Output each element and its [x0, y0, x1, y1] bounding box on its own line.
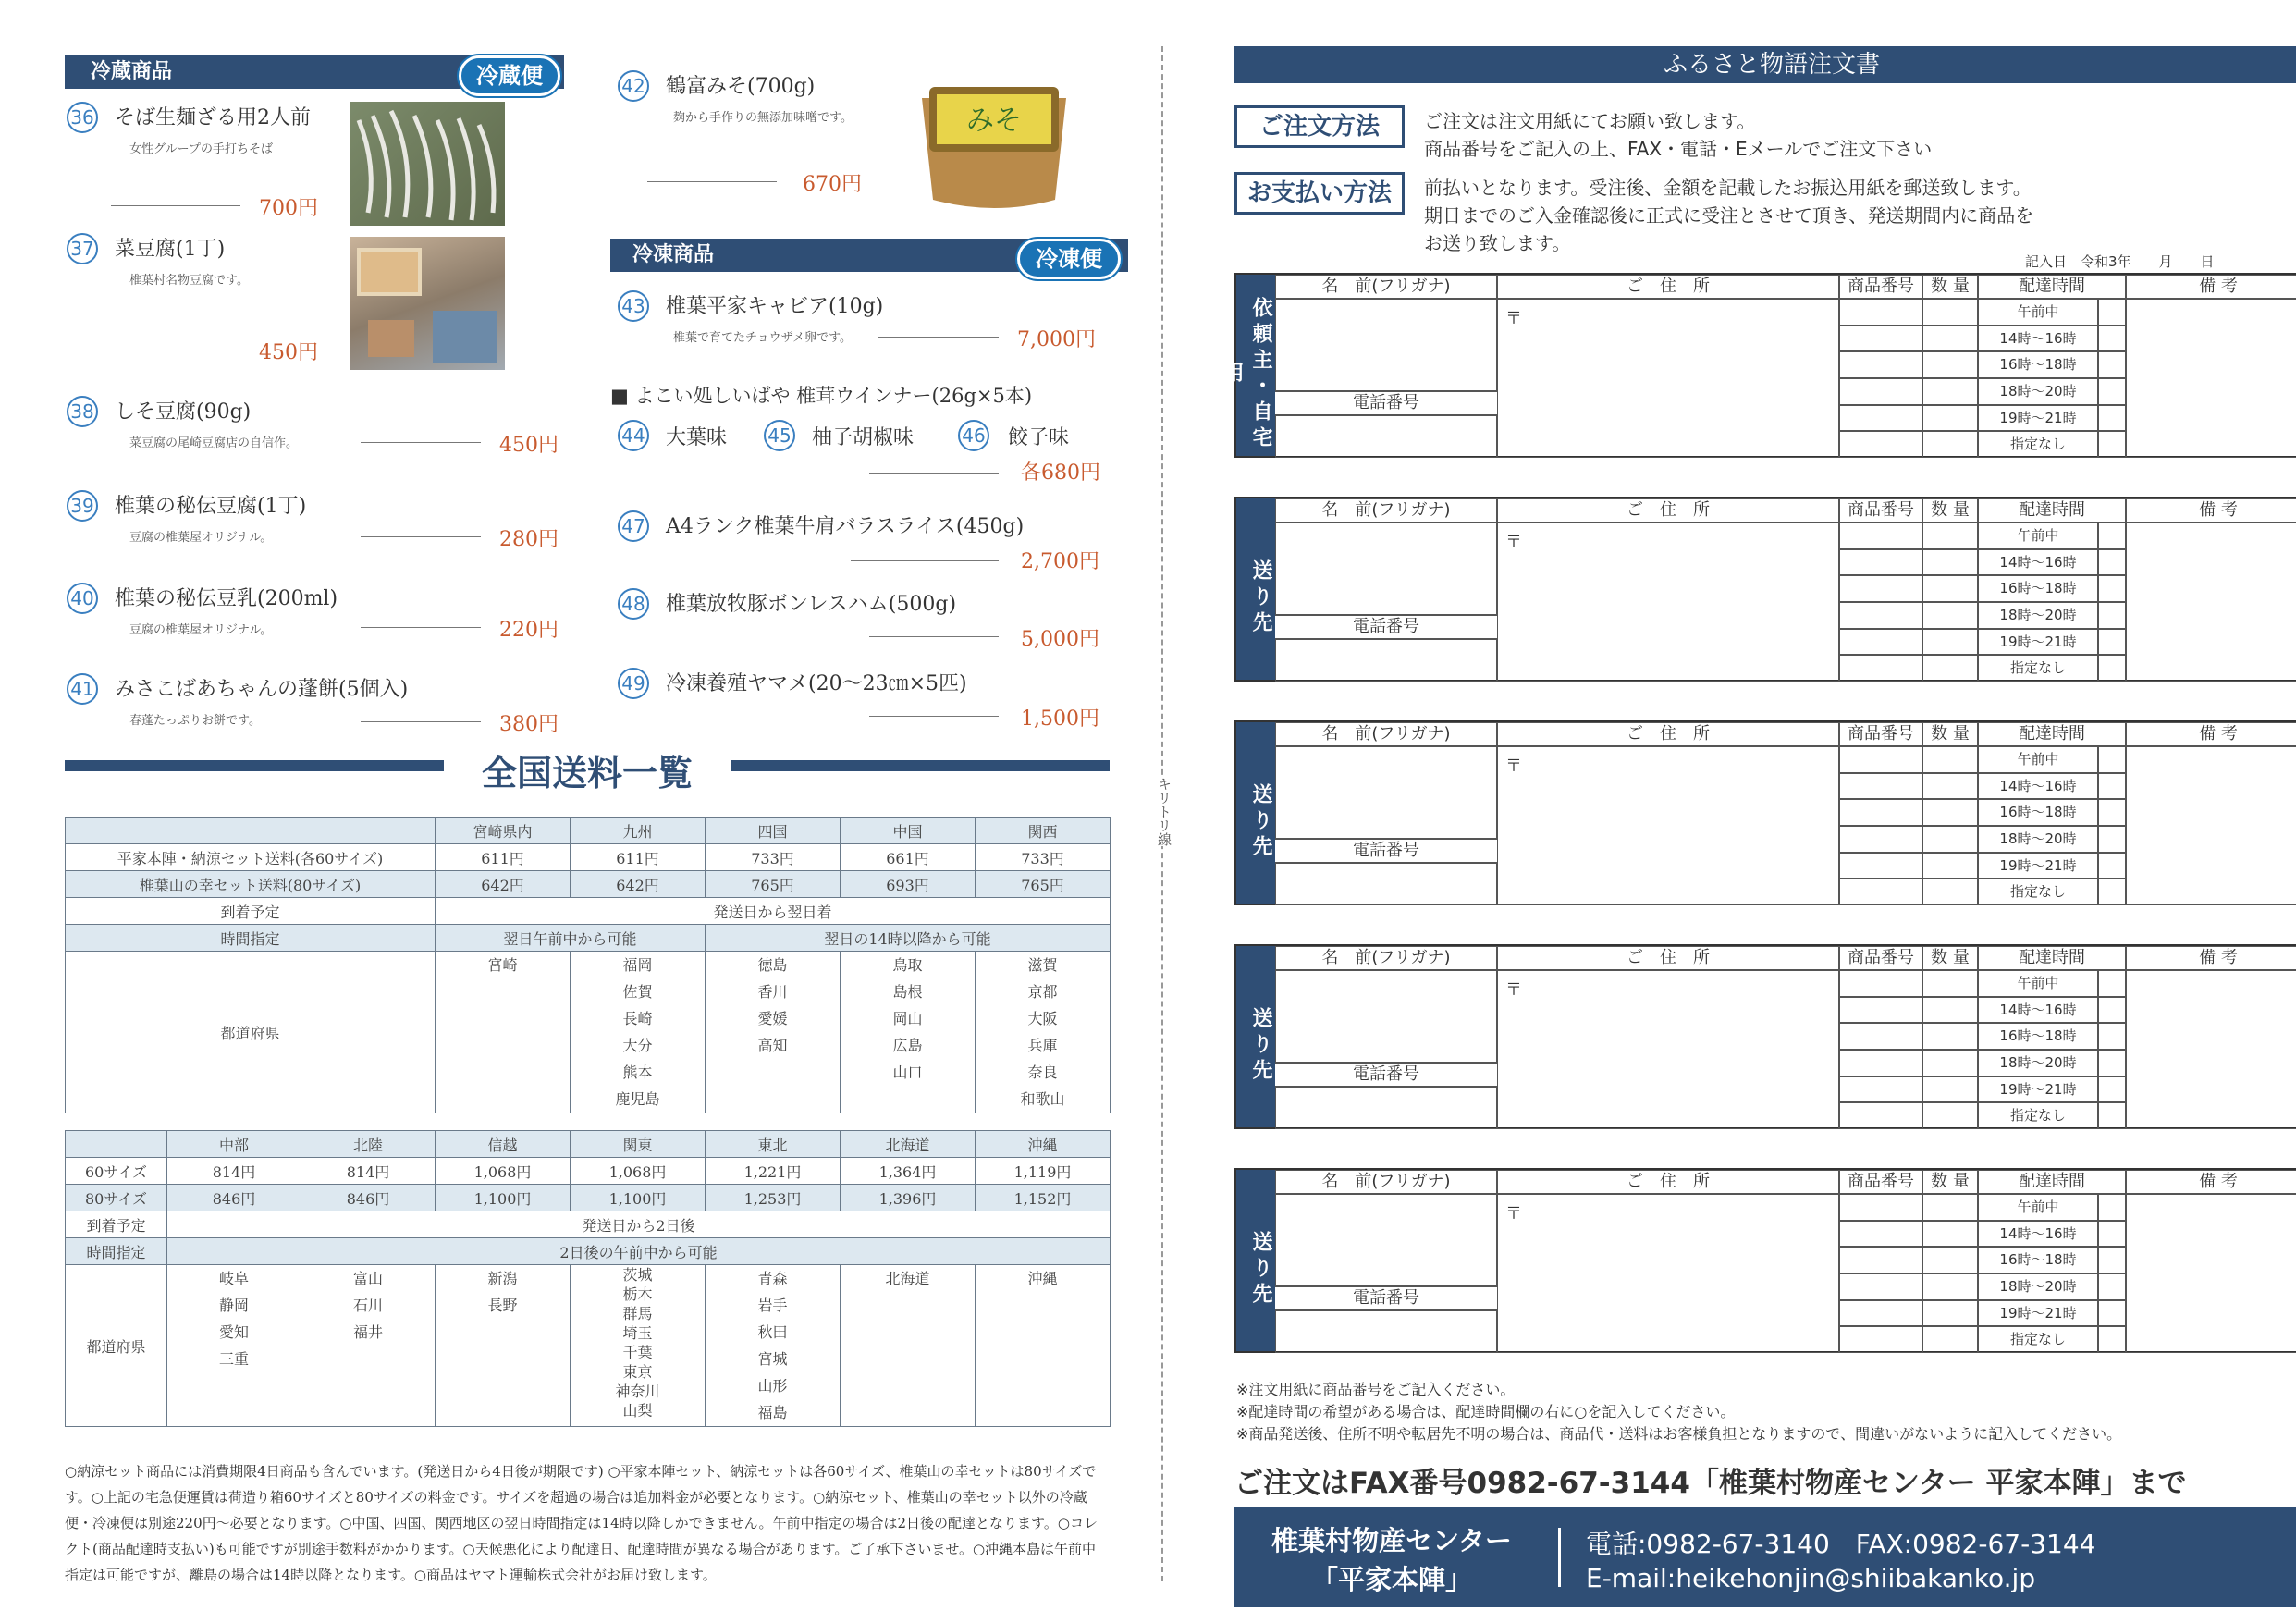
- shipping-title-rule-left: [65, 760, 444, 771]
- time-check-field[interactable]: [2098, 1076, 2126, 1103]
- item-number-field[interactable]: [1839, 326, 1922, 352]
- header-quantity: 数 量: [1922, 946, 1978, 970]
- product-number: 47: [618, 510, 649, 542]
- product-name: 椎葉の秘伝豆乳(200ml): [115, 587, 338, 610]
- phone-field[interactable]: [1275, 1310, 1497, 1353]
- product-name: そば生麺ざる用2人前: [115, 106, 311, 129]
- time-check-field[interactable]: [2098, 405, 2126, 432]
- item-number-field[interactable]: [1839, 997, 1922, 1024]
- delivery-time-option[interactable]: 午前中: [1978, 746, 2098, 773]
- quantity-field[interactable]: [1922, 629, 1978, 656]
- header-notes: 備 考: [2126, 722, 2296, 746]
- price-leader: [361, 721, 481, 722]
- time-check-field[interactable]: [2098, 602, 2126, 629]
- quantity-field[interactable]: [1922, 575, 1978, 602]
- delivery-time-option[interactable]: 指定なし: [1978, 1326, 2098, 1353]
- delivery-time-option[interactable]: 19時～21時: [1978, 629, 2098, 656]
- product-name: 冷凍養殖ヤマメ(20～23㎝×5匹): [666, 672, 967, 695]
- address-field[interactable]: [1497, 299, 1839, 458]
- footer-divider: [1558, 1528, 1561, 1587]
- product-name: みさこばあちゃんの蓬餅(5個入): [115, 678, 409, 701]
- header-item-number: 商品番号: [1839, 722, 1922, 746]
- product-desc: 椎葉で育てたチョウザメ卵です。: [673, 331, 853, 345]
- header-notes: 備 考: [2126, 1170, 2296, 1194]
- shipping-title-rule-right: [731, 760, 1110, 771]
- header-address: ご 住 所: [1497, 722, 1839, 746]
- footer-contact: [1234, 1507, 2296, 1607]
- product-desc: 菜豆腐の尾崎豆腐店の自信作。: [129, 436, 299, 450]
- fax-order-line: ご注文はFAX番号0982-67-3144「椎葉村物産センター 平家本陣」まで: [1234, 1467, 2187, 1500]
- refrigerated-tag: 冷蔵便: [459, 55, 560, 96]
- product-name: 大葉味: [666, 426, 728, 449]
- time-check-field[interactable]: [2098, 629, 2126, 656]
- phone-field[interactable]: [1275, 415, 1497, 458]
- payment-method-label: お支払い方法: [1234, 172, 1405, 215]
- item-number-field[interactable]: [1839, 1300, 1922, 1327]
- header-name: 名 前(フリガナ): [1275, 498, 1497, 523]
- item-number-field[interactable]: [1839, 773, 1922, 800]
- product-number: 40: [67, 583, 98, 614]
- name-field[interactable]: [1275, 299, 1497, 391]
- product-number: 42: [618, 70, 649, 102]
- phone-label: 電話番号: [1275, 1063, 1497, 1087]
- header-delivery-time: 配達時間: [1978, 722, 2126, 746]
- delivery-time-option[interactable]: 指定なし: [1978, 1102, 2098, 1129]
- product-number: 45: [764, 420, 795, 451]
- time-check-field[interactable]: [2098, 1050, 2126, 1076]
- product-number: 37: [67, 233, 98, 264]
- price-leader: [869, 716, 999, 717]
- phone-field[interactable]: [1275, 639, 1497, 682]
- form-side-label: 送り先: [1236, 722, 1275, 904]
- delivery-time-option[interactable]: 18時～20時: [1978, 1050, 2098, 1076]
- quantity-field[interactable]: [1922, 879, 1978, 905]
- delivery-time-option[interactable]: 14時～16時: [1978, 997, 2098, 1024]
- notes-field[interactable]: [2126, 299, 2296, 458]
- product-desc: 春蓬たっぷりお餅です。: [129, 714, 261, 728]
- header-delivery-time: 配達時間: [1978, 498, 2126, 523]
- time-check-field[interactable]: [2098, 1023, 2126, 1050]
- item-number-field[interactable]: [1839, 549, 1922, 576]
- delivery-time-option[interactable]: 14時～16時: [1978, 1221, 2098, 1248]
- product-number: 36: [67, 102, 98, 133]
- header-delivery-time: 配達時間: [1978, 275, 2126, 299]
- product-number: 41: [67, 673, 98, 705]
- item-number-field[interactable]: [1839, 1102, 1922, 1129]
- form-side-label: 送り先: [1236, 1170, 1275, 1351]
- postal-mark: 〒: [1505, 309, 1522, 328]
- product-name: A4ランク椎葉牛肩バラスライス(450g): [666, 515, 1025, 538]
- postal-mark: 〒: [1505, 980, 1522, 1000]
- header-name: 名 前(フリガナ): [1275, 722, 1497, 746]
- wiener-title: ■ よこい処しいばや 椎茸ウインナー(26g×5本): [610, 385, 1033, 407]
- quantity-field[interactable]: [1922, 351, 1978, 378]
- order-form-block: [1234, 720, 2296, 905]
- delivery-time-option[interactable]: 16時～18時: [1978, 1023, 2098, 1050]
- name-field[interactable]: [1275, 746, 1497, 839]
- quantity-field[interactable]: [1922, 826, 1978, 853]
- time-check-field[interactable]: [2098, 970, 2126, 997]
- order-form-block: [1234, 1168, 2296, 1353]
- quantity-field[interactable]: [1922, 378, 1978, 405]
- footnote-2: ※配達時間の希望がある場合は、配達時間欄の右に○を記入してください。: [1236, 1403, 1736, 1420]
- product-name: 鶴富みそ(700g): [666, 75, 816, 98]
- delivery-time-option[interactable]: 19時～21時: [1978, 1076, 2098, 1103]
- quantity-field[interactable]: [1922, 1023, 1978, 1050]
- quantity-field[interactable]: [1922, 746, 1978, 773]
- quantity-field[interactable]: [1922, 853, 1978, 879]
- time-check-field[interactable]: [2098, 655, 2126, 682]
- header-delivery-time: 配達時間: [1978, 1170, 2126, 1194]
- delivery-time-option[interactable]: 16時～18時: [1978, 1247, 2098, 1273]
- quantity-field[interactable]: [1922, 773, 1978, 800]
- delivery-time-option[interactable]: 18時～20時: [1978, 826, 2098, 853]
- postal-mark: 〒: [1505, 756, 1522, 776]
- product-price: 450円: [259, 341, 318, 364]
- product-price: 220円: [499, 619, 559, 642]
- cut-line-label: キリトリ線: [1150, 777, 1174, 846]
- price-leader: [361, 442, 481, 443]
- footnote-3: ※商品発送後、住所不明や転居先不明の場合は、商品代・送料はお客様負担となりますので、間違いがないように記入してください。: [1236, 1425, 2122, 1443]
- time-check-field[interactable]: [2098, 997, 2126, 1024]
- name-field[interactable]: [1275, 523, 1497, 615]
- header-name: 名 前(フリガナ): [1275, 275, 1497, 299]
- delivery-time-option[interactable]: 指定なし: [1978, 431, 2098, 458]
- time-check-field[interactable]: [2098, 549, 2126, 576]
- product-name: 椎葉の秘伝豆腐(1丁): [115, 495, 307, 518]
- item-number-field[interactable]: [1839, 431, 1922, 458]
- product-name: 柚子胡椒味: [812, 426, 915, 449]
- product-price: 5,000円: [1021, 628, 1099, 651]
- price-leader: [878, 337, 999, 338]
- product-price: 2,700円: [1021, 550, 1099, 573]
- tofu-photo: [350, 237, 505, 370]
- frozen-tag: 冷凍便: [1017, 239, 1121, 279]
- time-check-field[interactable]: [2098, 378, 2126, 405]
- item-number-field[interactable]: [1839, 1273, 1922, 1300]
- product-desc: 豆腐の椎葉屋オリジナル。: [129, 531, 273, 545]
- quantity-field[interactable]: [1922, 602, 1978, 629]
- item-number-field[interactable]: [1839, 853, 1922, 879]
- table-row: 60サイズ 814円 814円 1,068円 1,068円 1,221円 1,364円 1,119円: [66, 1158, 1111, 1185]
- shipping-table-east: 中部 北陸 信越 関東 東北 北海道 沖縄 60サイズ 814円 814円 1,068円 1,068円 1,221円 1,364円 1,119円 80サイズ 846円 846円 1,100円 1,100円 1,253円 1,396円 1,152円 到着予定 発送日から2日後 時間指定 2日後の午前中から可能 都道府県 岐阜 静岡 愛知 三重 富山 石川 福井 新潟 長野 茨城 栃木 群馬 埼玉 千葉 東京 神奈川 山梨 青森 岩手 秋田 宮城 山形 福島 北海道 沖縄: [65, 1130, 1111, 1427]
- time-check-field[interactable]: [2098, 1273, 2126, 1300]
- item-number-field[interactable]: [1839, 970, 1922, 997]
- notes-field[interactable]: [2126, 1194, 2296, 1353]
- price-leader: [869, 473, 999, 474]
- address-field[interactable]: [1497, 746, 1839, 905]
- order-form-block: [1221, 273, 2296, 458]
- product-price: 450円: [499, 434, 559, 457]
- quantity-field[interactable]: [1922, 1102, 1978, 1129]
- product-price: 280円: [499, 528, 559, 551]
- item-number-field[interactable]: [1839, 746, 1922, 773]
- item-number-field[interactable]: [1839, 1194, 1922, 1221]
- delivery-time-option[interactable]: 午前中: [1978, 970, 2098, 997]
- product-price: 7,000円: [1017, 328, 1096, 351]
- quantity-field[interactable]: [1922, 997, 1978, 1024]
- time-check-field[interactable]: [2098, 773, 2126, 800]
- quantity-field[interactable]: [1922, 1076, 1978, 1103]
- phone-label: 電話番号: [1275, 391, 1497, 415]
- order-method-text2: 商品番号をご記入の上、FAX・電話・Eメールでご注文下さい: [1424, 138, 1933, 160]
- item-number-field[interactable]: [1839, 879, 1922, 905]
- quantity-field[interactable]: [1922, 299, 1978, 326]
- item-number-field[interactable]: [1839, 629, 1922, 656]
- header-address: ご 住 所: [1497, 275, 1839, 299]
- order-title: ふるさと物語注文書: [1234, 46, 2296, 83]
- delivery-time-option[interactable]: 午前中: [1978, 299, 2098, 326]
- header-item-number: 商品番号: [1839, 946, 1922, 970]
- quantity-field[interactable]: [1922, 1273, 1978, 1300]
- quantity-field[interactable]: [1922, 523, 1978, 549]
- shipping-table-west: 宮崎県内 九州 四国 中国 関西 平家本陣・納涼セット送料(各60サイズ) 611円 611円 733円 661円 733円 椎葉山の幸セット送料(80サイズ) 642円 642円 765円 693円 765円 到着予定 発送日から翌日着 時間指定 翌日午前中から可能 翌日の14時以降から可能 都道府県 宮崎 福岡 佐賀 長崎 大分 熊本 鹿児島 徳島 香川 愛媛 高知 鳥取 島根 岡山 広島 山口 滋賀 京都 大阪 兵庫 奈良 和歌山: [65, 817, 1111, 1113]
- header-quantity: 数 量: [1922, 722, 1978, 746]
- delivery-time-option[interactable]: 19時～21時: [1978, 853, 2098, 879]
- delivery-time-option[interactable]: 午前中: [1978, 1194, 2098, 1221]
- product-name: 椎葉平家キャビア(10g): [666, 295, 884, 318]
- quantity-field[interactable]: [1922, 1300, 1978, 1327]
- header-address: ご 住 所: [1497, 498, 1839, 523]
- header-quantity: 数 量: [1922, 1170, 1978, 1194]
- delivery-time-option[interactable]: 19時～21時: [1978, 405, 2098, 432]
- quantity-field[interactable]: [1922, 799, 1978, 826]
- delivery-time-option[interactable]: 午前中: [1978, 523, 2098, 549]
- org-subname: 「平家本陣」: [1310, 1564, 1472, 1595]
- delivery-time-option[interactable]: 18時～20時: [1978, 602, 2098, 629]
- phone-label: 電話番号: [1275, 1286, 1497, 1310]
- address-field[interactable]: [1497, 970, 1839, 1129]
- miso-label: みそ: [966, 105, 1022, 137]
- payment-text1: 前払いとなります。受注後、金額を記載したお振込用紙を郵送致します。: [1424, 177, 2032, 199]
- table-row: 椎葉山の幸セット送料(80サイズ) 642円 642円 765円 693円 765円: [66, 871, 1111, 898]
- price-leader: [647, 181, 777, 182]
- delivery-time-option[interactable]: 18時～20時: [1978, 1273, 2098, 1300]
- delivery-time-option[interactable]: 18時～20時: [1978, 378, 2098, 405]
- item-number-field[interactable]: [1839, 378, 1922, 405]
- product-price: 670円: [803, 173, 862, 196]
- quantity-field[interactable]: [1922, 405, 1978, 432]
- table-row: 平家本陣・納涼セット送料(各60サイズ) 611円 611円 733円 661円 733円: [66, 844, 1111, 871]
- postal-mark: 〒: [1505, 533, 1522, 552]
- product-desc: 椎葉村名物豆腐です。: [129, 274, 249, 288]
- time-check-field[interactable]: [2098, 326, 2126, 352]
- product-name: しそ豆腐(90g): [115, 400, 252, 424]
- quantity-field[interactable]: [1922, 970, 1978, 997]
- postal-mark: 〒: [1505, 1204, 1522, 1223]
- time-check-field[interactable]: [2098, 746, 2126, 773]
- header-name: 名 前(フリガナ): [1275, 1170, 1497, 1194]
- product-number: 46: [958, 420, 989, 451]
- time-check-field[interactable]: [2098, 523, 2126, 549]
- item-number-field[interactable]: [1839, 826, 1922, 853]
- address-field[interactable]: [1497, 523, 1839, 682]
- quantity-field[interactable]: [1922, 1247, 1978, 1273]
- org-name: 椎葉村物産センター: [1271, 1525, 1512, 1556]
- quantity-field[interactable]: [1922, 431, 1978, 458]
- delivery-time-option[interactable]: 指定なし: [1978, 879, 2098, 905]
- product-desc: 豆腐の椎葉屋オリジナル。: [129, 623, 273, 637]
- time-check-field[interactable]: [2098, 431, 2126, 458]
- time-check-field[interactable]: [2098, 879, 2126, 905]
- time-check-field[interactable]: [2098, 1247, 2126, 1273]
- delivery-time-option[interactable]: 14時～16時: [1978, 549, 2098, 576]
- order-form-block: [1234, 944, 2296, 1129]
- product-price: 700円: [259, 197, 318, 220]
- header-quantity: 数 量: [1922, 498, 1978, 523]
- frozen-title: 冷凍商品: [632, 243, 715, 266]
- payment-text3: お送り致します。: [1424, 232, 1571, 254]
- product-name: 椎葉放牧豚ボンレスハム(500g): [666, 593, 957, 616]
- time-check-field[interactable]: [2098, 299, 2126, 326]
- quantity-field[interactable]: [1922, 655, 1978, 682]
- delivery-time-option[interactable]: 指定なし: [1978, 655, 2098, 682]
- product-number: 43: [618, 290, 649, 322]
- item-number-field[interactable]: [1839, 602, 1922, 629]
- product-number: 44: [618, 420, 649, 451]
- price-leader: [869, 636, 999, 637]
- name-field[interactable]: [1275, 970, 1497, 1063]
- notes-field[interactable]: [2126, 523, 2296, 682]
- item-number-field[interactable]: [1839, 1076, 1922, 1103]
- item-number-field[interactable]: [1839, 1023, 1922, 1050]
- footnote-1: ※注文用紙に商品番号をご記入ください。: [1236, 1381, 1516, 1398]
- header-item-number: 商品番号: [1839, 275, 1922, 299]
- item-number-field[interactable]: [1839, 799, 1922, 826]
- quantity-field[interactable]: [1922, 549, 1978, 576]
- item-number-field[interactable]: [1839, 1326, 1922, 1353]
- form-side-label: 依頼主・自宅用: [1236, 275, 1275, 456]
- delivery-time-option[interactable]: 14時～16時: [1978, 773, 2098, 800]
- time-check-field[interactable]: [2098, 826, 2126, 853]
- miso-photo: [911, 61, 1077, 216]
- soba-photo: [350, 102, 505, 226]
- product-number: 48: [618, 588, 649, 620]
- time-check-field[interactable]: [2098, 1326, 2126, 1353]
- delivery-time-option[interactable]: 19時～21時: [1978, 1300, 2098, 1327]
- phone-field[interactable]: [1275, 1087, 1497, 1129]
- order-form-block: [1234, 497, 2296, 682]
- product-name: 餃子味: [1008, 426, 1070, 449]
- refrigerated-title: 冷蔵商品: [91, 60, 173, 83]
- item-number-field[interactable]: [1839, 1050, 1922, 1076]
- delivery-time-option[interactable]: 14時～16時: [1978, 326, 2098, 352]
- price-leader: [361, 627, 481, 628]
- product-price: 380円: [499, 713, 559, 736]
- header-quantity: 数 量: [1922, 275, 1978, 299]
- quantity-field[interactable]: [1922, 1194, 1978, 1221]
- entry-date: 記入日 令和3年 月 日: [2025, 253, 2215, 270]
- item-number-field[interactable]: [1839, 351, 1922, 378]
- delivery-time-option[interactable]: 16時～18時: [1978, 351, 2098, 378]
- header-address: ご 住 所: [1497, 1170, 1839, 1194]
- header-notes: 備 考: [2126, 275, 2296, 299]
- product-number: 38: [67, 396, 98, 427]
- time-check-field[interactable]: [2098, 1300, 2126, 1327]
- time-check-field[interactable]: [2098, 1194, 2126, 1221]
- quantity-field[interactable]: [1922, 1221, 1978, 1248]
- product-number: 49: [618, 668, 649, 699]
- product-desc: 女性グループの手打ちそば: [129, 142, 273, 156]
- price-leader: [111, 205, 240, 206]
- shipping-notes: ○納涼セット商品には消費期限4日商品も含んでいます。(発送日から4日後が期限です) ○平家本陣セット、納涼セットは各60サイズ、椎葉山の幸セットは80サイズです。○上記の宅急便運賃は荷造り箱60サイズと80サイズの料金です。サイズを超過の場合は追加料金が必要となります。○納涼セット、椎葉山の幸セット以外の冷蔵便・冷凍便は別途220円～必要となります。○中国、四国、関西地区の翌日時間指定は14時以降しかできません。午前中指定の場合は2日後の配達となります。○コレクト(商品配達時支払い)も可能ですが別途手数料がかかります。○天候悪化により配達日、配達時間が異なる場合があります。ご了承下さいませ。○沖縄本島は午前中指定は可能ですが、離島の場合は14時以降となります。○商品はヤマト運輸株式会社がお届け致します。: [65, 1463, 1098, 1583]
- form-side-label: 送り先: [1236, 946, 1275, 1127]
- item-number-field[interactable]: [1839, 655, 1922, 682]
- quantity-field[interactable]: [1922, 326, 1978, 352]
- time-check-field[interactable]: [2098, 853, 2126, 879]
- phone-fax: 電話:0982-67-3140 FAX:0982-67-3144: [1586, 1529, 2096, 1559]
- address-field[interactable]: [1497, 1194, 1839, 1353]
- delivery-time-option[interactable]: 16時～18時: [1978, 575, 2098, 602]
- quantity-field[interactable]: [1922, 1326, 1978, 1353]
- header-name: 名 前(フリガナ): [1275, 946, 1497, 970]
- table-row: 80サイズ 846円 846円 1,100円 1,100円 1,253円 1,396円 1,152円: [66, 1185, 1111, 1211]
- product-price: 各680円: [1021, 461, 1100, 485]
- item-number-field[interactable]: [1839, 1247, 1922, 1273]
- delivery-time-option[interactable]: 16時～18時: [1978, 799, 2098, 826]
- time-check-field[interactable]: [2098, 1102, 2126, 1129]
- quantity-field[interactable]: [1922, 1050, 1978, 1076]
- item-number-field[interactable]: [1839, 299, 1922, 326]
- header-item-number: 商品番号: [1839, 498, 1922, 523]
- phone-label: 電話番号: [1275, 839, 1497, 863]
- header-notes: 備 考: [2126, 946, 2296, 970]
- item-number-field[interactable]: [1839, 405, 1922, 432]
- time-check-field[interactable]: [2098, 1221, 2126, 1248]
- item-number-field[interactable]: [1839, 523, 1922, 549]
- product-price: 1,500円: [1021, 707, 1099, 731]
- shipping-title: 全国送料一覧: [481, 753, 693, 793]
- payment-text2: 期日までのご入金確認後に正式に受注とさせて頂き、発送期間内に商品を: [1424, 204, 2034, 227]
- order-method-label: ご注文方法: [1234, 105, 1405, 148]
- price-leader: [361, 536, 481, 537]
- phone-label: 電話番号: [1275, 615, 1497, 639]
- time-check-field[interactable]: [2098, 351, 2126, 378]
- header-delivery-time: 配達時間: [1978, 946, 2126, 970]
- price-leader: [851, 560, 999, 561]
- order-method-text1: ご注文は注文用紙にてお願い致します。: [1424, 110, 1756, 132]
- time-check-field[interactable]: [2098, 799, 2126, 826]
- phone-field[interactable]: [1275, 863, 1497, 905]
- product-desc: 麹から手作りの無添加味噌です。: [673, 111, 853, 125]
- name-field[interactable]: [1275, 1194, 1497, 1286]
- item-number-field[interactable]: [1839, 1221, 1922, 1248]
- form-side-label: 送り先: [1236, 498, 1275, 680]
- email: E-mail:heikehonjin@shiibakanko.jp: [1586, 1563, 2036, 1593]
- header-notes: 備 考: [2126, 498, 2296, 523]
- time-check-field[interactable]: [2098, 575, 2126, 602]
- header-item-number: 商品番号: [1839, 1170, 1922, 1194]
- item-number-field[interactable]: [1839, 575, 1922, 602]
- notes-field[interactable]: [2126, 746, 2296, 905]
- product-number: 39: [67, 490, 98, 522]
- product-name: 菜豆腐(1丁): [115, 238, 226, 261]
- notes-field[interactable]: [2126, 970, 2296, 1129]
- header-address: ご 住 所: [1497, 946, 1839, 970]
